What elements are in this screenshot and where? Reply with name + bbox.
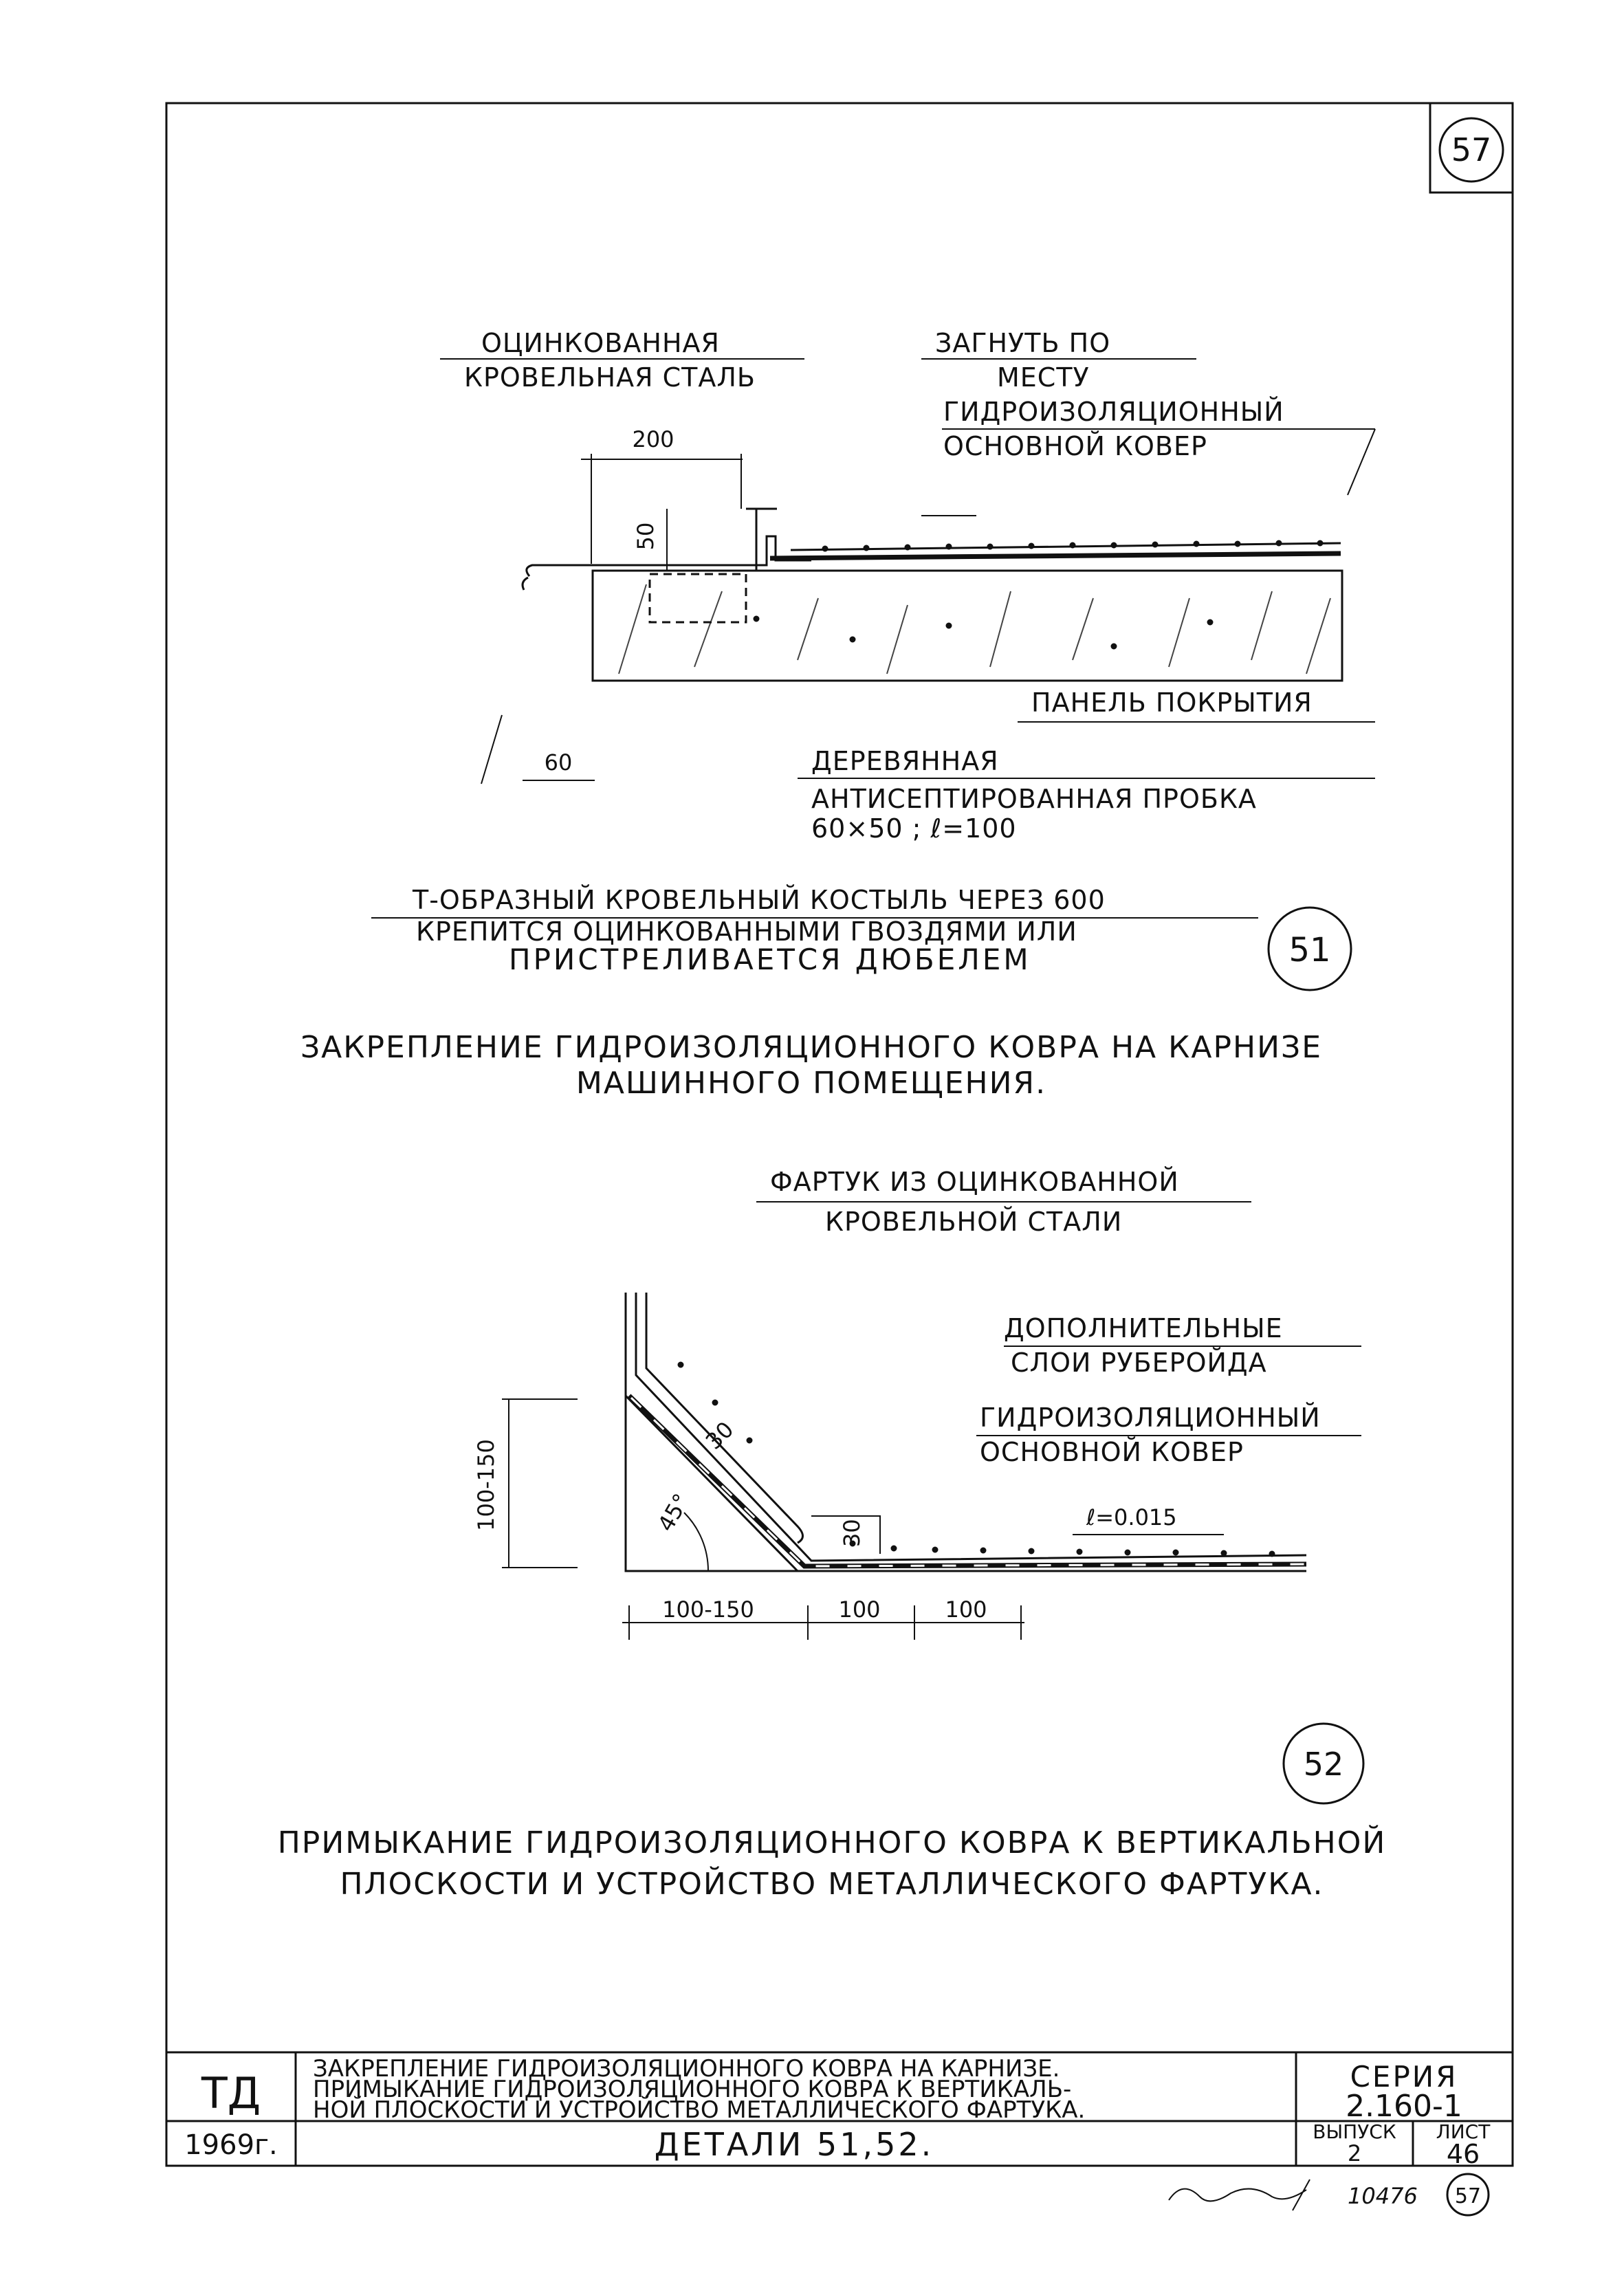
angle-arc <box>684 1513 708 1571</box>
label-carpet-2: ОСНОВНОЙ КОВЕР <box>943 431 1207 461</box>
wooden-plug <box>650 574 746 622</box>
caption-52-line2: ПЛОСКОСТИ И УСТРОЙСТВО МЕТАЛЛИЧЕСКОГО ФАРТУКА. <box>340 1867 1324 1902</box>
issue-value: 2 <box>1347 2140 1362 2166</box>
dim-50: 50 <box>633 522 659 551</box>
detail-51 <box>300 328 1375 1101</box>
dim-h1: 100-150 <box>662 1596 754 1623</box>
label-bend-1: ЗАГНУТЬ ПО <box>935 328 1111 358</box>
panel-hatch <box>619 584 1330 674</box>
caption-52-line1: ПРИМЫКАНИЕ ГИДРОИЗОЛЯЦИОННОГО КОВРА К ВЕРТИКАЛЬНОЙ <box>277 1825 1387 1860</box>
footer-number: 10476 <box>1348 2183 1418 2209</box>
dim-60: 60 <box>544 749 573 776</box>
dim-30b: 30 <box>839 1519 865 1547</box>
drip-edge <box>523 578 528 590</box>
caption-51-line2: МАШИННОГО ПОМЕЩЕНИЯ. <box>575 1066 1047 1101</box>
label-bend-2: МЕСТУ <box>997 362 1090 393</box>
waterproof-carpet-extra <box>791 543 1341 550</box>
label-apron-1: ФАРТУК ИЗ ОЦИНКОВАННОЙ <box>770 1167 1179 1197</box>
dim-60-ext <box>481 715 502 784</box>
title-line-1: ЗАКРЕПЛЕНИЕ ГИДРОИЗОЛЯЦИОННОГО КОВРА НА КАРНИЗЕ. <box>313 2055 1060 2083</box>
dim-angle: 45° <box>652 1489 695 1536</box>
title-block <box>166 2052 1513 2215</box>
roof-panel <box>593 571 1342 681</box>
label-layers-1: ДОПОЛНИТЕЛЬНЫЕ <box>1004 1313 1283 1343</box>
series-value: 2.160-1 <box>1346 2089 1462 2124</box>
fillet-45 <box>626 1396 798 1571</box>
dim-h2: 100 <box>838 1596 881 1623</box>
leader-carpet-tick <box>1348 429 1375 495</box>
title-logo: ТД <box>201 2068 261 2118</box>
sheet-label: ЛИСТ <box>1436 2120 1491 2143</box>
caption-51-line1: ЗАКРЕПЛЕНИЕ ГИДРОИЗОЛЯЦИОННОГО КОВРА НА КАРНИЗЕ <box>300 1030 1323 1065</box>
label-crutch-2: КРЕПИТСЯ ОЦИНКОВАННЫМИ ГВОЗДЯМИ ИЛИ <box>416 916 1077 947</box>
label-layers-2: СЛОИ РУБЕРОЙДА <box>1011 1348 1267 1378</box>
label-carpet-52-1: ГИДРОИЗОЛЯЦИОННЫЙ <box>980 1403 1321 1433</box>
label-crutch-1: Т-ОБРАЗНЫЙ КРОВЕЛЬНЫЙ КОСТЫЛЬ ЧЕРЕЗ 600 <box>413 885 1106 915</box>
carpet-dots <box>822 540 1323 551</box>
label-apron-2: КРОВЕЛЬНОЙ СТАЛИ <box>825 1207 1123 1237</box>
label-steel-1: ОЦИНКОВАННАЯ <box>481 328 720 358</box>
label-plug-3: 60×50 ; ℓ=100 <box>811 813 1017 844</box>
t-crutch <box>746 509 777 571</box>
label-plug-2: АНТИСЕПТИРОВАННАЯ ПРОБКА <box>811 784 1257 814</box>
signature <box>1169 2179 1310 2210</box>
dim-vertical: 100-150 <box>473 1439 499 1531</box>
dim-200: 200 <box>632 426 674 452</box>
label-crutch-3: ПРИСТРЕЛИВАЕТСЯ ДЮБЕЛЕМ <box>509 943 1031 976</box>
label-thickness: ℓ=0.015 <box>1086 1504 1177 1530</box>
dim-h3: 100 <box>945 1596 987 1623</box>
dim-30a: 30 <box>700 1416 739 1455</box>
label-panel: ПАНЕЛЬ ПОКРЫТИЯ <box>1031 688 1313 718</box>
title-line-3: НОЙ ПЛОСКОСТИ И УСТРОЙСТВО МЕТАЛЛИЧЕСКОГО ФАРТУКА. <box>313 2096 1086 2124</box>
detail-52-number: 52 <box>1303 1746 1344 1783</box>
issue-label: ВЫПУСК <box>1313 2120 1396 2143</box>
year: 1969г. <box>184 2129 278 2161</box>
waterproof-carpet <box>770 553 1341 558</box>
label-steel-2: КРОВЕЛЬНАЯ СТАЛЬ <box>464 362 756 393</box>
title-line-2: ПРИМЫКАНИЕ ГИДРОИЗОЛЯЦИОННОГО КОВРА К ВЕРТИКАЛЬ- <box>313 2076 1072 2103</box>
sheet-value: 46 <box>1446 2139 1480 2169</box>
footer-circle-number: 57 <box>1454 2184 1482 2208</box>
label-carpet-1: ГИДРОИЗОЛЯЦИОННЫЙ <box>943 397 1284 427</box>
detail-51-number: 51 <box>1288 931 1331 969</box>
detail-52 <box>278 1167 1387 1902</box>
series-label: СЕРИЯ <box>1350 2060 1458 2094</box>
label-plug-1: ДЕРЕВЯННАЯ <box>811 746 999 776</box>
details-title: ДЕТАЛИ 51,52. <box>654 2126 934 2163</box>
page-number: 57 <box>1451 131 1492 168</box>
label-carpet-52-2: ОСНОВНОЙ КОВЕР <box>980 1437 1244 1467</box>
